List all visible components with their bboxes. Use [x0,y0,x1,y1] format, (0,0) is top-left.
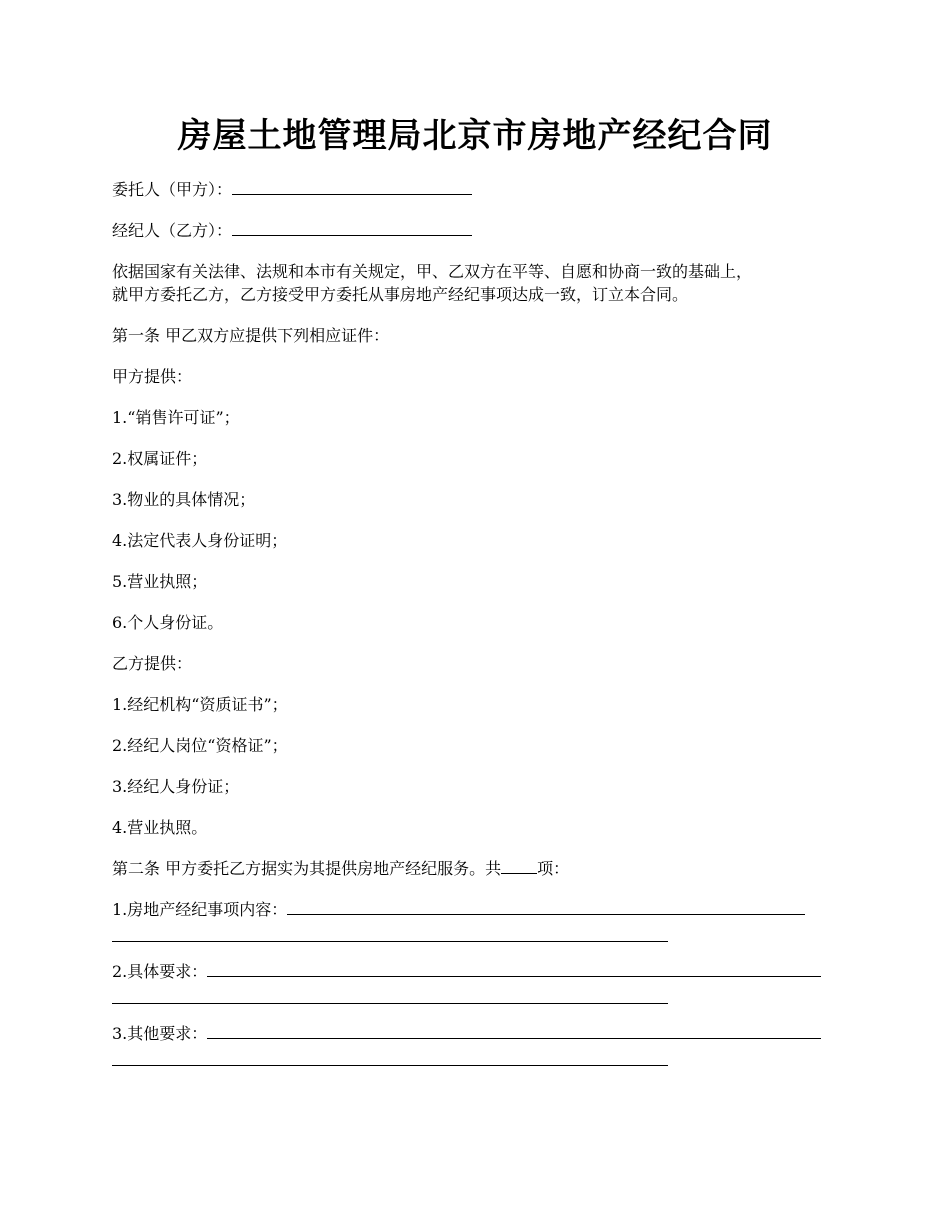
service-item-1-blank [287,900,805,915]
service-item-1-blank-continued [112,927,668,942]
article-1-heading: 第一条 甲乙双方应提供下列相应证件： [112,326,390,345]
preamble-paragraph [112,260,852,306]
party-a-item-2: 2.权属证件； [112,449,208,468]
party-b-item-3: 3.经纪人身份证； [112,777,240,796]
party-a-item-3: 3.物业的具体情况； [112,490,256,509]
preamble-line-2: 就甲方委托乙方，乙方接受甲方委托从事房地产经纪事项达成一致，订立本合同。 [112,285,689,304]
item-count-blank [501,859,537,874]
service-item-2-blank-continued [112,989,668,1004]
service-item-3 [112,1022,852,1066]
party-a-label: 委托人（甲方）： [112,180,233,199]
party-a-line [112,178,852,201]
party-b-line [112,219,852,242]
party-b-item-4: 4.营业执照。 [112,818,208,837]
preamble-line-1: 依据国家有关法律、法规和本市有关规定，甲、乙双方在平等、自愿和协商一致的基础上， [112,262,753,281]
party-a-item-5: 5.营业执照； [112,572,208,591]
service-item-2-blank [207,962,821,977]
article-2-prefix: 第二条 甲方委托乙方据实为其提供房地产经纪服务。共 [112,859,502,878]
party-b-blank [232,221,472,236]
document-title: 房屋土地管理局北京市房地产经纪合同 [177,116,773,156]
party-b-item-2: 2.经纪人岗位“资格证”； [112,736,288,755]
service-item-1 [112,898,852,942]
party-b-item-1: 1.经纪机构“资质证书”； [112,695,288,714]
document-body [112,178,852,1084]
party-a-provides-heading: 甲方提供： [112,367,193,386]
party-a-item-1: 1.“销售许可证”； [112,408,240,427]
party-a-item-6: 6.个人身份证。 [112,613,224,632]
article-2-suffix: 项： [537,859,570,878]
party-b-label: 经纪人（乙方）： [112,221,233,240]
party-a-item-4: 4.法定代表人身份证明； [112,531,288,550]
service-item-2-label: 2.具体要求： [112,962,208,981]
service-item-2 [112,960,852,1004]
service-item-1-label: 1.房地产经纪事项内容： [112,900,288,919]
party-b-provides-heading: 乙方提供： [112,654,193,673]
service-item-3-label: 3.其他要求： [112,1024,208,1043]
article-2-heading [112,857,852,880]
service-item-3-blank-continued [112,1051,668,1066]
party-a-blank [232,180,472,195]
service-item-3-blank [207,1024,821,1039]
